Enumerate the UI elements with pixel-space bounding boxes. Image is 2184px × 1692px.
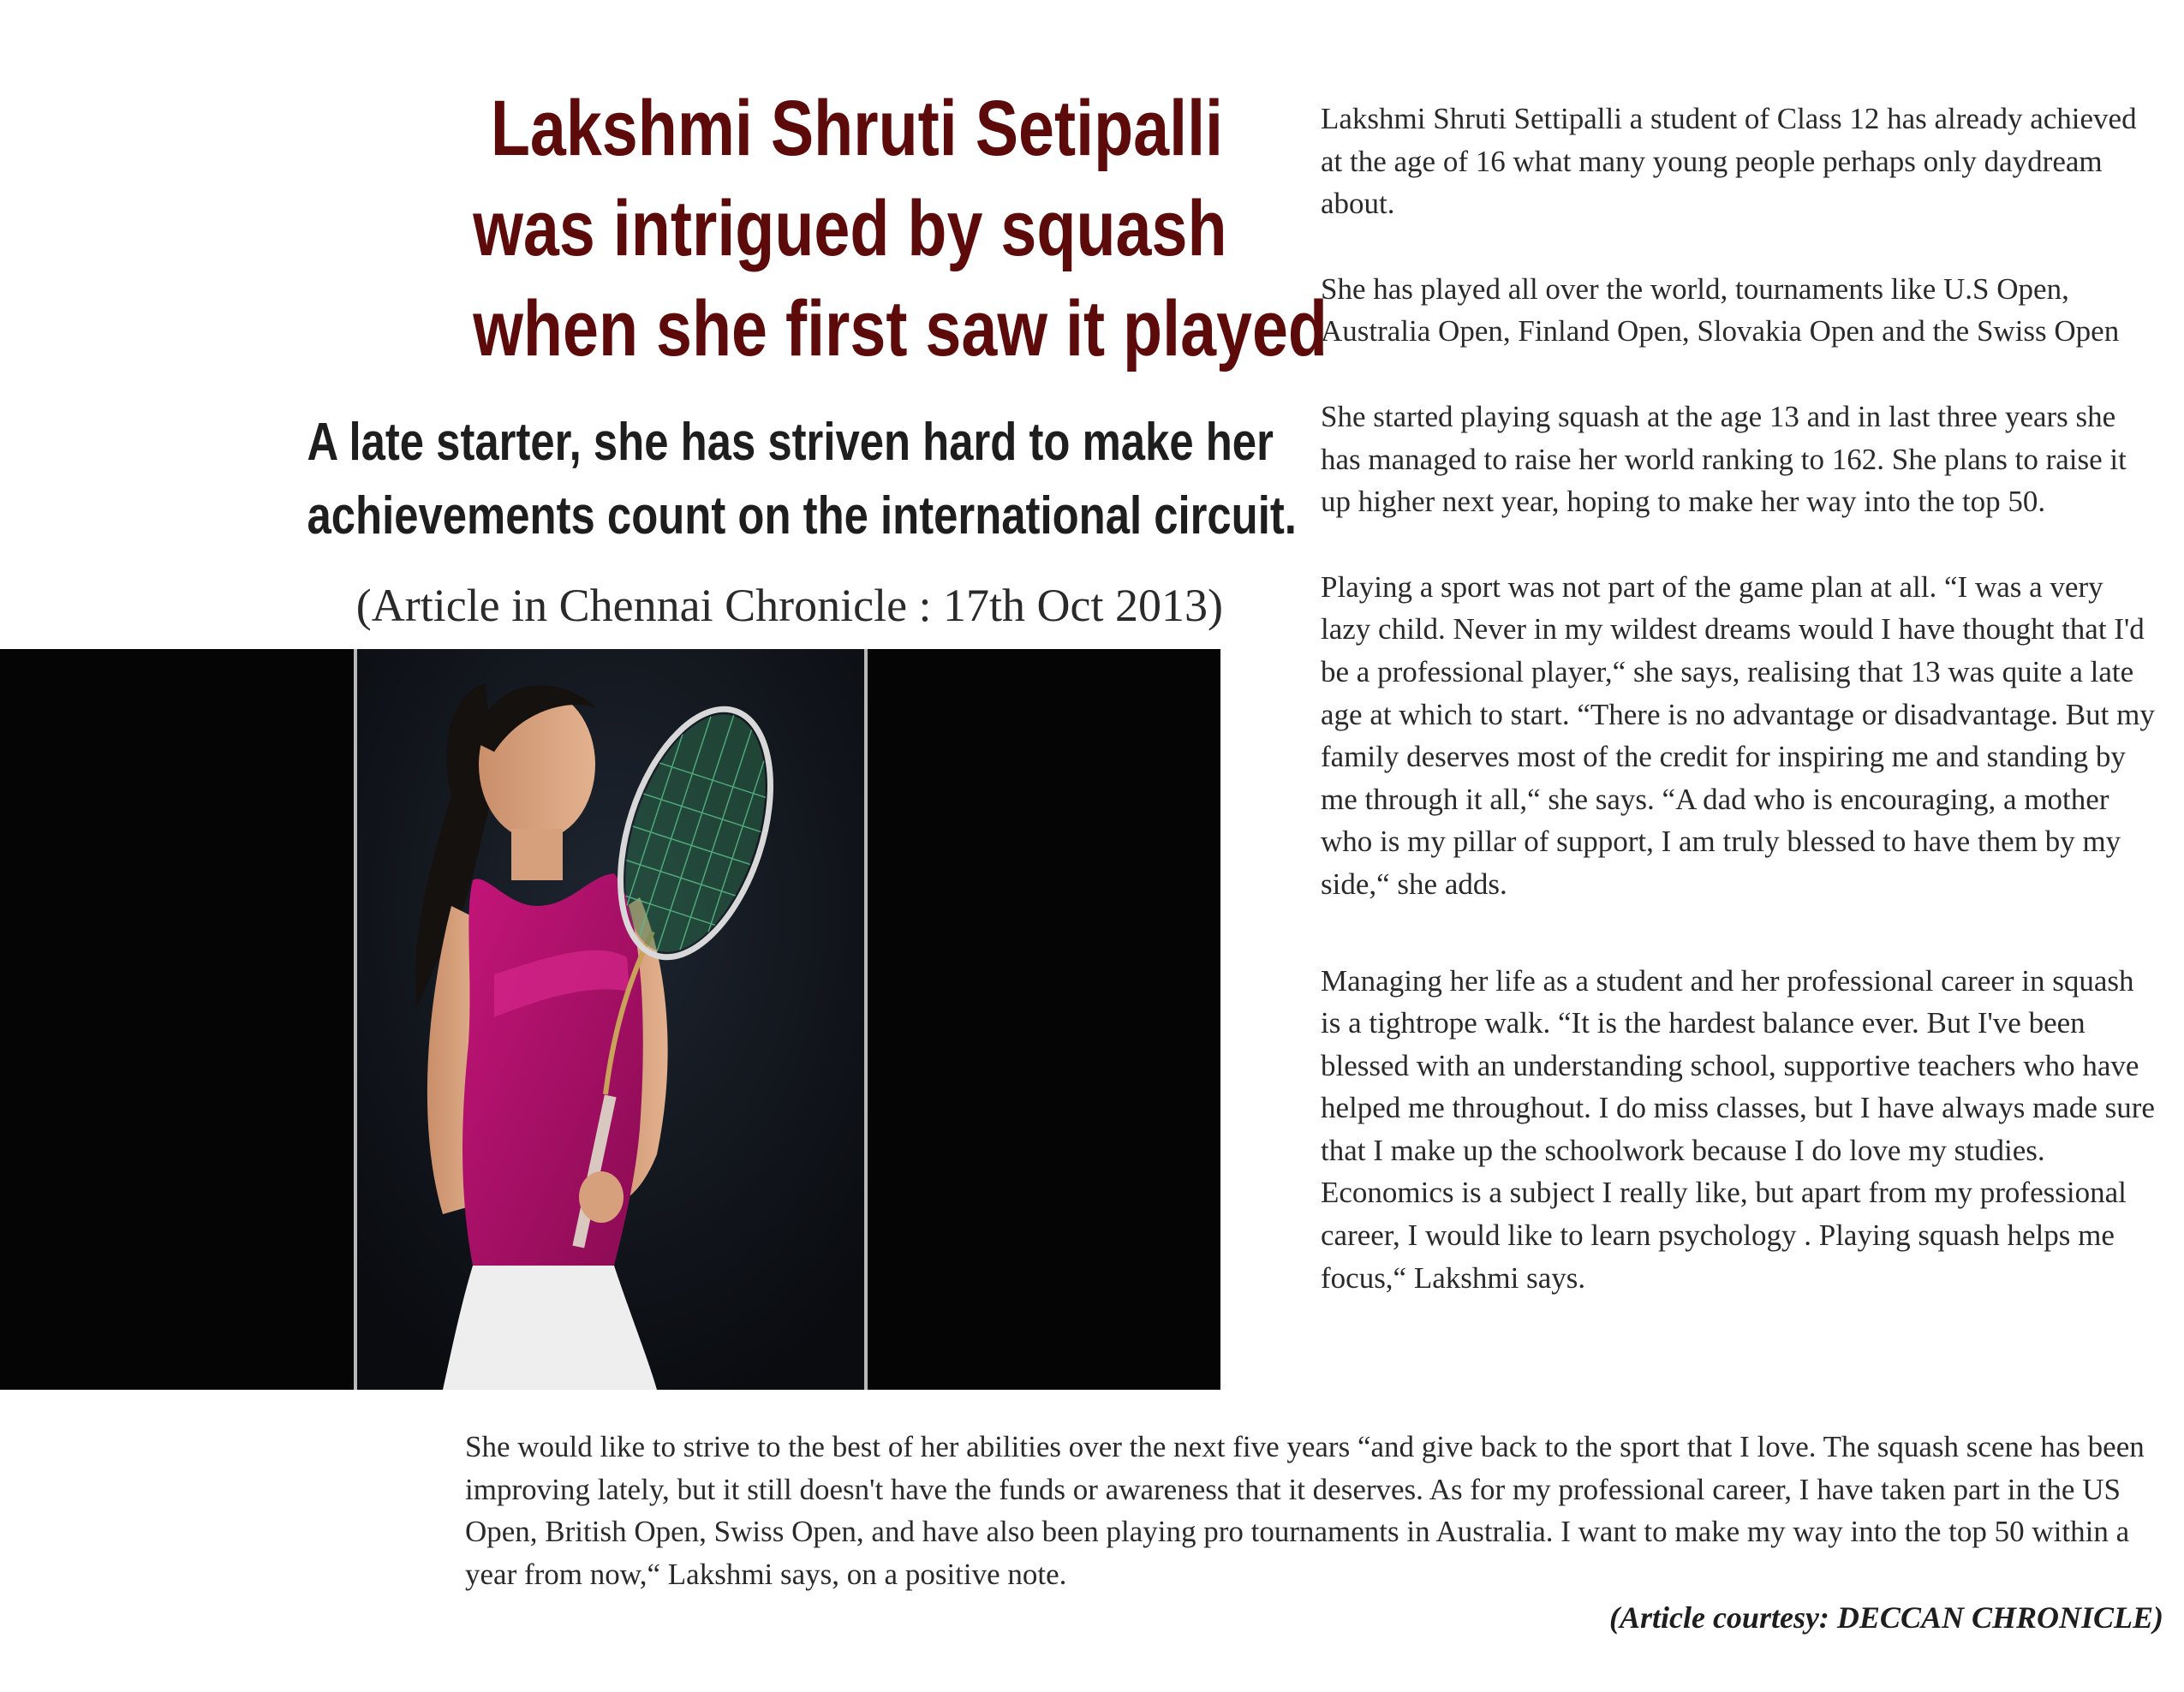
neck <box>511 829 563 880</box>
article-column <box>1321 98 2160 1299</box>
player-photo <box>354 649 868 1390</box>
headline-line: when she first saw it played <box>473 285 1328 372</box>
subheadline <box>307 406 1297 553</box>
headline <box>473 79 1328 379</box>
article-paragraph: Playing a sport was not part of the game plan at all. “I was a very lazy child. Never in my wildest dreams would I have thought that I'd be a professional player,“ she says, realising that 13 was quite a late age at which to start. “There is no advantage or disadvantage. But my family deserves most of the credit for inspiring me and standing by me through it all,“ she says. “A dad who is encouraging, a mother who is my pillar of support, I am truly blessed to have them by my side,“ she adds. <box>1321 569 2155 901</box>
hand <box>579 1171 624 1223</box>
article-paragraph: Lakshmi Shruti Settipalli a student of Class 12 has already achieved at the age of 16 what many young people perhaps only daydream about. <box>1321 102 2137 221</box>
photo-frame <box>0 649 1220 1390</box>
source-note: (Article in Chennai Chronicle : 17th Oct 2013) <box>355 580 1223 631</box>
article-courtesy: (Article courtesy: DECCAN CHRONICLE) <box>1608 1600 2163 1635</box>
headline-line: Lakshmi Shruti Setipalli <box>490 85 1223 172</box>
article-paragraph: She has played all over the world, tournaments like U.S Open, Australia Open, Finland Open, Slovakia Open and the Swiss Open <box>1321 271 2120 349</box>
player-illustration <box>357 649 864 1390</box>
article-paragraph: She started playing squash at the age 13 and in last three years she has managed to raise her world ranking to 162. She plans to raise it up higher next year, hoping to make her way into the top 50. <box>1321 399 2127 519</box>
subheadline-line: A late starter, she has striven hard to make her <box>307 413 1274 472</box>
headline-line: was intrigued by squash <box>473 185 1227 272</box>
closing-paragraph: She would like to strive to the best of her abilities over the next five years “and give back to the sport that I love. The squash scene has been improving lately, but it still doesn't have the funds or awareness that it deserves. As for my professional career, I have taken part in the US Open, British Open, Swiss Open, and have also been playing pro tournaments in Australia. I want to make my way into the top 50 within a year from now,“ Lakshmi says, on a positive note. <box>465 1430 2145 1591</box>
article-paragraph: Managing her life as a student and her professional career in squash is a tightrope walk. “It is the hardest balance ever. But I've been blessed with an understanding school, supportive teachers who have helped me throughout. I do miss classes, but I have always made sure that I make up the schoolwork because I do love my studies. Economics is a subject I really like, but apart from my professional career, I would like to learn psychology . Playing squash helps me focus,“ Lakshmi says. <box>1321 963 2155 1295</box>
subheadline-line: achievements count on the international circuit. <box>307 486 1297 545</box>
